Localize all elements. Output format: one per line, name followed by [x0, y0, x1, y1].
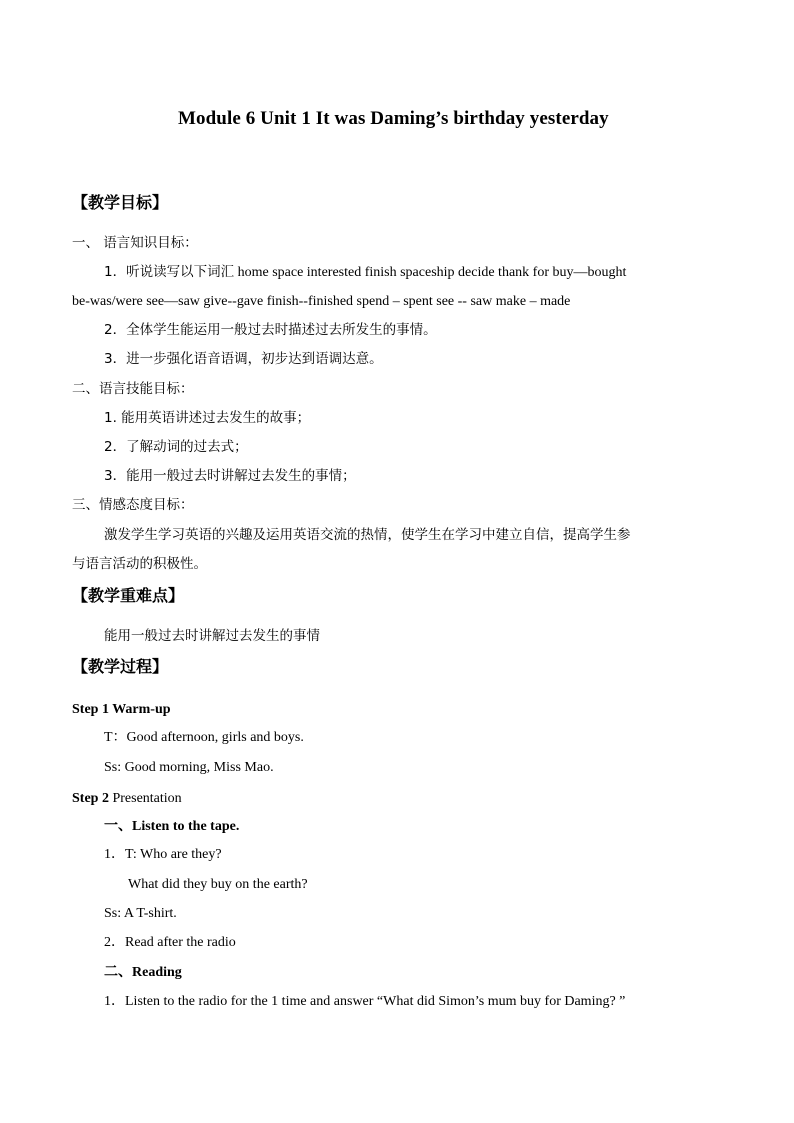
- skill-item-2: 2．了解动词的过去式；: [104, 439, 248, 455]
- skill-item-1: 1. 能用英语讲述过去发生的故事；: [104, 410, 311, 426]
- step-2-line: [72, 789, 182, 808]
- part-2-heading: [104, 963, 182, 982]
- part-2-title: Reading: [132, 965, 182, 980]
- part-1-title: Listen to the tape.: [132, 819, 240, 834]
- part-1-heading: [104, 817, 239, 836]
- part-2-item-1: 1．Listen to the radio for the 1 time and answer “What did Simon’s mum buy for Daming? ”: [104, 994, 626, 1009]
- step-2-name: Presentation: [108, 791, 182, 806]
- vocabulary-words: home space interested finish spaceship decide thank for buy—bought: [234, 265, 627, 280]
- key-points-heading: 【教学重难点】: [72, 586, 185, 605]
- step-2-label: Step 2: [72, 791, 109, 806]
- part-1-item-2: 2．Read after the radio: [104, 935, 236, 950]
- part-2-number: 二、: [104, 964, 132, 980]
- part-1-item-1: 1．T: Who are they?: [104, 847, 222, 862]
- objective-language-knowledge-heading: 一、 语言知识目标：: [72, 235, 198, 251]
- process-heading: 【教学过程】: [72, 657, 169, 676]
- document-title: Module 6 Unit 1 It was Daming’s birthday yesterday: [178, 108, 609, 129]
- objective-vocabulary-line: [104, 263, 626, 282]
- objective-item-3: 3．进一步强化语音语调，初步达到语调达意。: [104, 351, 383, 367]
- skill-item-3: 3．能用一般过去时讲解过去发生的事情；: [104, 468, 356, 484]
- objective-language-skills-heading: 二、语言技能目标：: [72, 381, 194, 397]
- emotion-text-line-2: 与语言活动的积极性。: [72, 556, 207, 572]
- step-1-teacher-line: T：Good afternoon, girls and boys.: [104, 730, 304, 745]
- part-1-number: 一、: [104, 818, 132, 834]
- emotion-text-line-1: 激发学生学习英语的兴趣及运用英语交流的热情，使学生在学习中建立自信，提高学生参: [104, 527, 631, 543]
- part-1-item-1-question-2: What did they buy on the earth?: [128, 877, 308, 892]
- objectives-heading: 【教学目标】: [72, 193, 169, 212]
- objective-emotion-heading: 三、情感态度目标：: [72, 497, 194, 513]
- step-1-label: Step 1 Warm-up: [72, 702, 171, 717]
- key-points-text: 能用一般过去时讲解过去发生的事情: [104, 628, 320, 644]
- vocabulary-words-continued: be-was/were see—saw give--gave finish--finished spend – spent see -- saw make – made: [72, 294, 571, 309]
- step-1-students-line: Ss: Good morning, Miss Mao.: [104, 760, 274, 775]
- part-1-students-answer: Ss: A T-shirt.: [104, 906, 177, 921]
- vocabulary-intro: 1．听说读写以下词汇: [104, 264, 235, 280]
- objective-item-2: 2．全体学生能运用一般过去时描述过去所发生的事情。: [104, 322, 437, 338]
